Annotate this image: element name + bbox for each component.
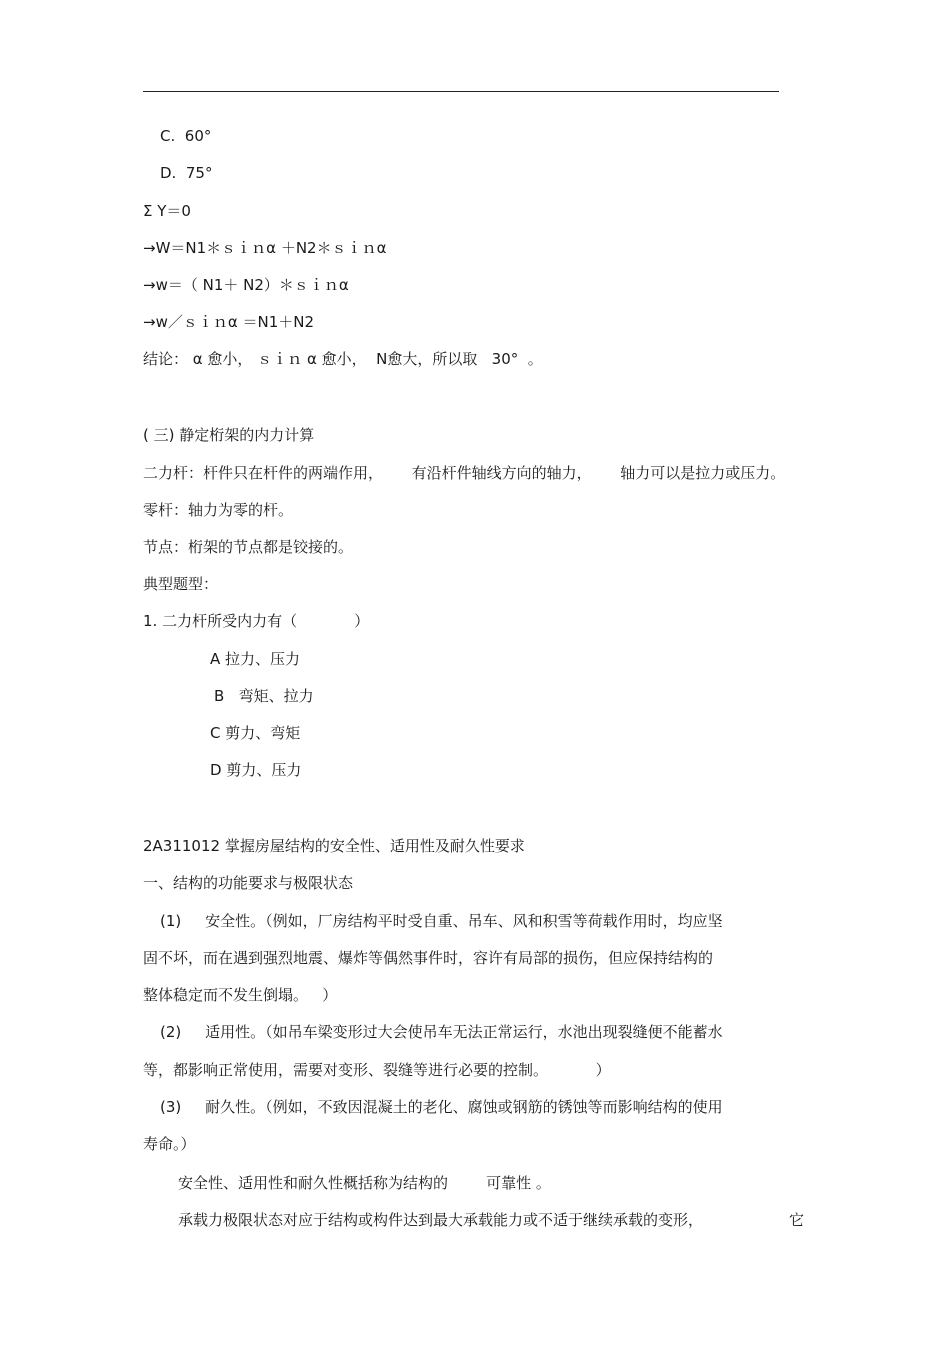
safety-paragraph-line-1: (1) 安全性。（例如，厂房结构平时受自重、吊车、风和积雪等荷载作用时，均应坚 xyxy=(160,912,723,930)
typical-questions-label: 典型题型： xyxy=(143,575,219,593)
equation-w-factored: →w＝（ N1＋ N2）＊ｓｉｎα xyxy=(143,276,349,294)
section-heading-truss: ( 三) 静定桁架的内力计算 xyxy=(143,426,315,444)
question-1: 1. 二力杆所受内力有（ ） xyxy=(143,612,370,630)
section-heading-2a311012: 2A311012 掌握房屋结构的安全性、适用性及耐久性要求 xyxy=(143,837,525,855)
durability-paragraph-line-1: (3) 耐久性。（例如，不致因混凝土的老化、腐蚀或钢筋的锈蚀等而影响结构的使用 xyxy=(160,1098,723,1116)
conclusion: 结论： α 愈小， ｓｉｎ α 愈小， N愈大，所以取 30° 。 xyxy=(143,350,543,368)
header-rule xyxy=(143,91,779,92)
answer-option-b: B 弯矩、拉力 xyxy=(214,687,314,705)
option-d-angle: D. 75° xyxy=(160,164,213,182)
reliability-summary: 安全性、适用性和耐久性概括称为结构的 可靠性 。 xyxy=(178,1174,551,1192)
ultimate-limit-state-line: 承载力极限状态对应于结构或构件达到最大承载能力或不适于继续承载的变形， xyxy=(178,1211,704,1229)
serviceability-paragraph-line-2: 等，都影响正常使用，需要对变形、裂缝等进行必要的控制。 ） xyxy=(143,1061,611,1079)
definition-zero-member: 零杆：轴力为零的杆。 xyxy=(143,501,294,519)
durability-paragraph-line-2: 寿命。） xyxy=(143,1135,196,1153)
equation-w: →W＝N1＊ｓｉｎα ＋N2＊ｓｉｎα xyxy=(143,239,387,257)
equation-w-ratio: →w／ｓｉｎα ＝N1＋N2 xyxy=(143,313,315,331)
serviceability-paragraph-line-1: (2) 适用性。（如吊车梁变形过大会使吊车无法正常运行，水池出现裂缝便不能蓄水 xyxy=(160,1023,723,1041)
subheading-functional-requirements: 一、结构的功能要求与极限状态 xyxy=(143,874,354,892)
safety-paragraph-line-2: 固不坏，而在遇到强烈地震、爆炸等偶然事件时，容许有局部的损伤，但应保持结构的 xyxy=(143,949,714,967)
answer-option-a: A 拉力、压力 xyxy=(210,650,301,668)
ultimate-limit-state-continuation: 它 xyxy=(789,1211,805,1229)
answer-option-c: C 剪力、弯矩 xyxy=(210,724,301,742)
safety-paragraph-line-3: 整体稳定而不发生倒塌。 ） xyxy=(143,986,338,1004)
option-c-angle: C. 60° xyxy=(160,127,212,145)
definition-two-force-member: 二力杆：杆件只在杆件的两端作用， 有沿杆件轴线方向的轴力， 轴力可以是拉力或压力。 xyxy=(143,464,786,482)
answer-option-d: D 剪力、压力 xyxy=(210,761,302,779)
equation-sum-y: Σ Y＝0 xyxy=(143,202,191,220)
definition-node: 节点：桁架的节点都是铰接的。 xyxy=(143,538,354,556)
